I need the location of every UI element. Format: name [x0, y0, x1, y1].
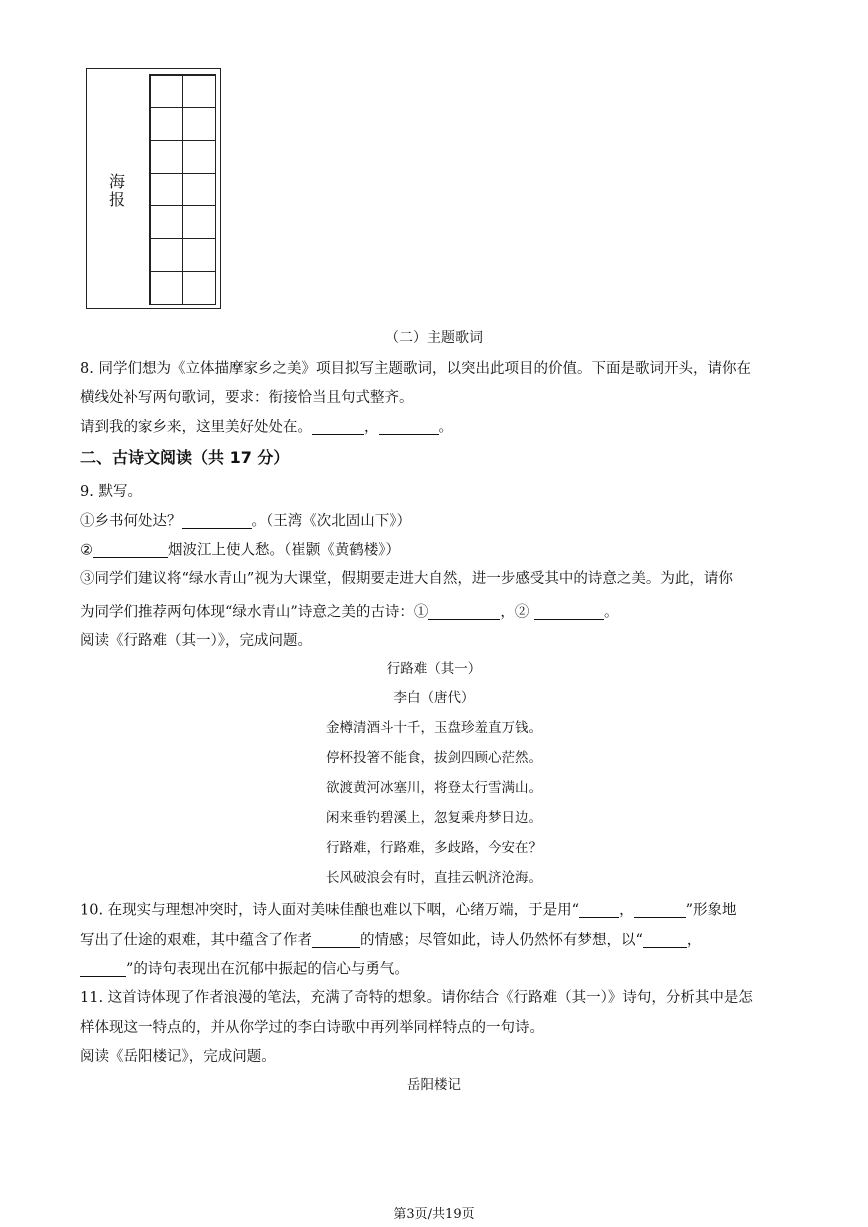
q10-l1c: ”形象地: [685, 902, 737, 919]
poster-grid-cell: [182, 173, 216, 207]
q8-line1: 8. 同学们想为《立体描摩家乡之美》项目拟写主题歌词，以突出此项目的价值。下面是歌词开头，请你在: [80, 361, 751, 377]
poster-grid-cell: [182, 271, 216, 305]
q8-line3-prefix: 请到我的家乡来，这里美好处处在。: [80, 419, 312, 436]
q9-item3-line1: ③同学们建议将“绿水青山”视为大课堂，假期要走进大自然，进一步感受其中的诗意之美。为此，请你: [80, 571, 733, 587]
q11-line2: 样体现这一特点的，并从你学过的李白诗歌中再列举同样特点的一句诗。: [80, 1020, 544, 1036]
q9-item3-line2: [80, 605, 618, 620]
section-heading-lyrics: （二）主题歌词: [385, 330, 483, 346]
poster-grid-cell: [150, 173, 184, 207]
poster-label: [109, 173, 125, 209]
poster-grid-cell: [150, 140, 184, 174]
poem-line: 金樽清酒斗十千，玉盘珍羞直万钱。: [326, 720, 542, 736]
q9-item1-suffix: 。（王湾《次北固山下》）: [251, 513, 411, 530]
q9-item3-blank-1[interactable]: [428, 605, 500, 620]
reading2-intro: 阅读《岳阳楼记》，完成问题。: [80, 1049, 276, 1065]
q10-l2a: 写出了仕途的艰难，其中蕴含了作者: [80, 932, 312, 949]
q10-l2c: ，: [686, 932, 702, 949]
q9-item2: [80, 543, 400, 558]
poem-line: 欲渡黄河冰塞川，将登太行雪满山。: [326, 780, 542, 796]
poster-grid-cell: [182, 140, 216, 174]
q10-blank-4[interactable]: [643, 933, 687, 948]
poster-writing-grid: [149, 74, 216, 305]
q9-item2-blank[interactable]: [93, 543, 168, 558]
poster-grid-cell: [150, 107, 184, 141]
poem-line: 停杯投箸不能食，拔剑四顾心茫然。: [326, 750, 542, 766]
poster-grid-cell: [182, 205, 216, 239]
poster-grid-cell: [182, 238, 216, 272]
q8-line3: [80, 420, 453, 435]
poster-grid-cell: [150, 205, 184, 239]
poster-grid-cell: [182, 75, 216, 109]
q8-blank-1[interactable]: [312, 420, 364, 435]
poster-grid-cell: [150, 75, 184, 109]
q10-blank-5[interactable]: [80, 962, 126, 977]
poster-figure: [86, 68, 221, 309]
poem-title: 行路难（其一）: [386, 661, 482, 677]
poem-author: 李白（唐代）: [393, 690, 475, 706]
q9-item1-prefix: ①乡书何处达？: [80, 513, 182, 530]
q8-end: 。: [438, 419, 453, 436]
q10-l1a: 10. 在现实与理想冲突时，诗人面对美味佳酿也难以下咽，心绪万端，于是用“: [80, 902, 580, 919]
q10-line3: [80, 962, 409, 977]
poem-line: 长风破浪会有时，直挂云帆济沧海。: [326, 870, 542, 886]
q10-l1b: ，: [619, 902, 634, 919]
q9-item3-prefix: 为同学们推荐两句体现“绿水青山”诗意之美的古诗：①: [80, 604, 429, 621]
q9-item2-prefix: ②: [80, 542, 93, 559]
q9-item1: [80, 514, 411, 529]
part2-heading: 二、古诗文阅读（共 17 分）: [80, 448, 290, 467]
q10-l3: ”的诗句表现出在沉郁中振起的信心与勇气。: [126, 961, 409, 978]
q10-blank-2[interactable]: [634, 903, 686, 918]
poster-grid-cell: [182, 107, 216, 141]
poster-grid-cell: [150, 238, 184, 272]
poster-grid-cell: [150, 271, 184, 305]
q8-line2: 横线处补写两句歌词，要求：衔接恰当且句式整齐。: [80, 390, 414, 406]
q10-blank-1[interactable]: [579, 903, 619, 918]
reading2-title: 岳阳楼记: [407, 1077, 461, 1093]
poster-label-text: 海 报: [109, 172, 126, 209]
q10-line2: [80, 933, 701, 948]
q10-blank-3[interactable]: [312, 933, 360, 948]
q8-sep: ，: [364, 419, 379, 436]
q9-item1-blank[interactable]: [182, 514, 252, 529]
q9-item3-mid: ，②: [500, 604, 530, 621]
poem-line: 闲来垂钓碧溪上，忽复乘舟梦日边。: [326, 810, 542, 826]
q11-line1: 11. 这首诗体现了作者浪漫的笔法，充满了奇特的想象。请你结合《行路难（其一）》诗句，分析其中是怎: [80, 990, 753, 1006]
reading1-intro: 阅读《行路难（其一）》，完成问题。: [80, 633, 312, 649]
page-footer: 第3页/共19页: [393, 1207, 475, 1222]
q10-l2b: 的情感；尽管如此，诗人仍然怀有梦想，以“: [360, 932, 643, 949]
q9-title: 9. 默写。: [80, 484, 142, 500]
q10-line1: [80, 903, 737, 918]
q9-item2-suffix: 烟波江上使人愁。（崔颢《黄鹤楼》）: [168, 542, 400, 559]
q8-blank-2[interactable]: [379, 420, 439, 435]
poem-line: 行路难，行路难，多歧路，今安在？: [326, 840, 542, 856]
q9-item3-blank-2[interactable]: [534, 605, 604, 620]
q9-item3-end: 。: [603, 604, 619, 621]
